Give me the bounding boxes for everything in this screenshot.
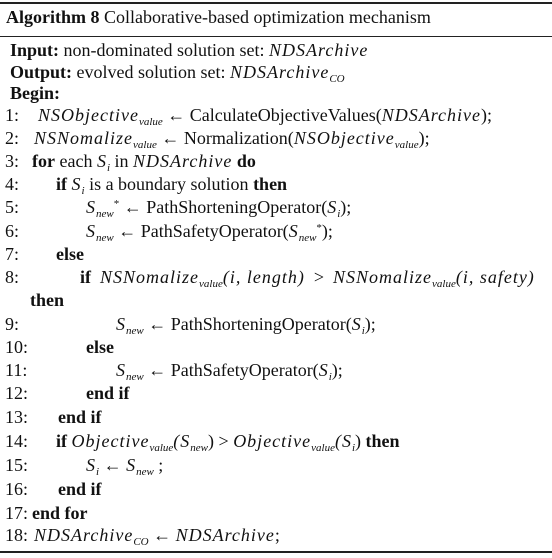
code-var: S (71, 174, 82, 194)
assign-arrow: ← (167, 105, 186, 125)
code-sub: new (126, 325, 144, 337)
assign-arrow: ← (103, 455, 122, 475)
code-var: NSNomalize (34, 128, 134, 148)
code-var: S (126, 455, 137, 475)
code-keyword: end if (58, 479, 102, 499)
code-arg: NSObjective (293, 128, 395, 148)
assign-arrow: ← (148, 314, 167, 334)
assign-arrow: ← (161, 128, 180, 148)
code-text: in (114, 151, 129, 171)
code-arg-sub: i (328, 371, 332, 383)
code-sub: new (96, 232, 114, 244)
line-number: 8: (5, 267, 20, 287)
line-number: 10: (5, 337, 29, 357)
code-keyword: end if (86, 383, 130, 403)
code-arg-sub: i (337, 208, 341, 220)
line-number: 3: (5, 151, 20, 171)
line-number: 5: (5, 197, 20, 217)
code-keyword: end if (58, 407, 102, 427)
code-sub: new (126, 371, 144, 383)
code-sup: * (113, 198, 120, 210)
code-keyword: for (32, 151, 55, 171)
line-number: 9: (5, 314, 20, 334)
code-keyword: if (56, 174, 67, 194)
code-func: Normalization( (183, 128, 294, 148)
code-keyword: then (253, 174, 288, 194)
assign-arrow: ← (148, 525, 176, 545)
line-number: 6: (5, 221, 20, 241)
code-keyword: end for (32, 503, 88, 523)
code-keyword: else (56, 244, 84, 264)
code-var: S (86, 197, 96, 217)
assign-arrow: ← (148, 360, 167, 380)
code-func: PathShorteningOperator( (170, 314, 352, 334)
code-sub: new (190, 442, 209, 454)
code-arg-sub: i (361, 325, 365, 337)
code-sub: value (432, 278, 456, 290)
code-arg: S (327, 197, 338, 217)
code-arg-sub: new (298, 232, 317, 244)
code-operator: > (218, 431, 229, 451)
top-rule (0, 2, 552, 4)
begin-keyword: Begin: (10, 83, 61, 103)
code-var: NSNomalize (100, 267, 200, 287)
code-func: CalculateObjectiveValues( (189, 105, 382, 125)
line-number: 14: (5, 431, 29, 451)
code-func: PathSafetyOperator( (170, 360, 319, 380)
code-keyword: if (56, 431, 67, 451)
code-tail: ); (364, 314, 376, 334)
code-operator: > (313, 267, 324, 287)
code-paren: (S (173, 431, 191, 451)
code-tail: ); (418, 128, 430, 148)
code-var: NDSArchive (175, 525, 275, 545)
code-sub: value (199, 278, 223, 290)
code-sub: i (81, 185, 85, 197)
code-tail: ; (274, 525, 280, 545)
code-var: NSNomalize (332, 267, 432, 287)
algorithm-label: Algorithm 8 (6, 7, 100, 27)
output-keyword: Output: (10, 62, 73, 82)
code-sub: i (96, 466, 100, 478)
code-sub: i (351, 442, 356, 454)
input-var: NDSArchive (269, 40, 369, 60)
line-number: 17: (5, 503, 29, 523)
line-number: 11: (5, 360, 28, 380)
line-number: 4: (5, 174, 20, 194)
code-tail: ; (158, 455, 164, 475)
code-text: is a boundary solution (89, 174, 249, 194)
code-keyword: if (80, 267, 91, 287)
code-var: Objective (71, 431, 150, 451)
bottom-rule (0, 551, 552, 553)
code-arg-sub: value (394, 139, 419, 151)
code-sub: CO (133, 536, 149, 548)
line-number: 2: (5, 128, 20, 148)
code-tail: ); (331, 360, 343, 380)
code-func: PathSafetyOperator( (140, 221, 289, 241)
code-tail: ); (340, 197, 352, 217)
code-keyword: then (365, 431, 400, 451)
code-paren: ) (208, 431, 215, 451)
line-number: 12: (5, 383, 29, 403)
code-paren: (i, safety) (455, 267, 535, 287)
code-tail: ); (321, 221, 333, 241)
code-sub: value (149, 442, 174, 454)
code-arg: S (288, 221, 299, 241)
code-sub: new (96, 208, 114, 220)
code-sub: value (311, 442, 335, 454)
input-keyword: Input: (10, 40, 60, 60)
algorithm-name: Collaborative-based optimization mechanism (104, 7, 431, 27)
output-var-sub: CO (329, 73, 345, 85)
code-sub: new (136, 466, 154, 478)
code-paren: (S (334, 431, 352, 451)
output-line (10, 59, 345, 85)
code-keyword: do (236, 151, 256, 171)
line-number: 13: (5, 407, 29, 427)
code-var: S (86, 221, 96, 241)
code-func: PathShorteningOperator( (146, 197, 328, 217)
code-keyword: then (30, 290, 65, 310)
code-sub: value (138, 116, 163, 128)
code-paren: (i, length) (222, 267, 305, 287)
code-body (34, 522, 280, 548)
code-arg: S (318, 360, 329, 380)
code-var: NDSArchive (34, 525, 134, 545)
algorithm-title (6, 7, 431, 28)
input-text: non-dominated solution set: (63, 40, 265, 60)
code-var: S (116, 314, 126, 334)
code-sub: i (106, 162, 111, 174)
code-var: NDSArchive (133, 151, 233, 171)
line-number: 15: (5, 455, 29, 475)
code-text: each (59, 151, 93, 171)
assign-arrow: ← (123, 197, 142, 217)
output-text: evolved solution set: (76, 62, 226, 82)
code-tail: ); (481, 105, 493, 125)
code-var: Objective (233, 431, 312, 451)
code-paren: ) (355, 431, 362, 451)
code-sub: value (133, 139, 157, 151)
line-number: 18: (5, 525, 29, 545)
line-number: 7: (5, 244, 20, 264)
code-arg-sup: * (316, 222, 322, 234)
code-arg: NDSArchive (381, 105, 482, 125)
line-number: 1: (5, 105, 20, 125)
output-var: NDSArchive (230, 62, 330, 82)
code-keyword: else (86, 337, 114, 357)
assign-arrow: ← (118, 221, 137, 241)
line-number: 16: (5, 479, 29, 499)
code-var: S (96, 151, 107, 171)
code-var: S (86, 455, 96, 475)
code-var: NSObjective (38, 105, 139, 125)
code-arg: S (351, 314, 362, 334)
code-var: S (116, 360, 126, 380)
